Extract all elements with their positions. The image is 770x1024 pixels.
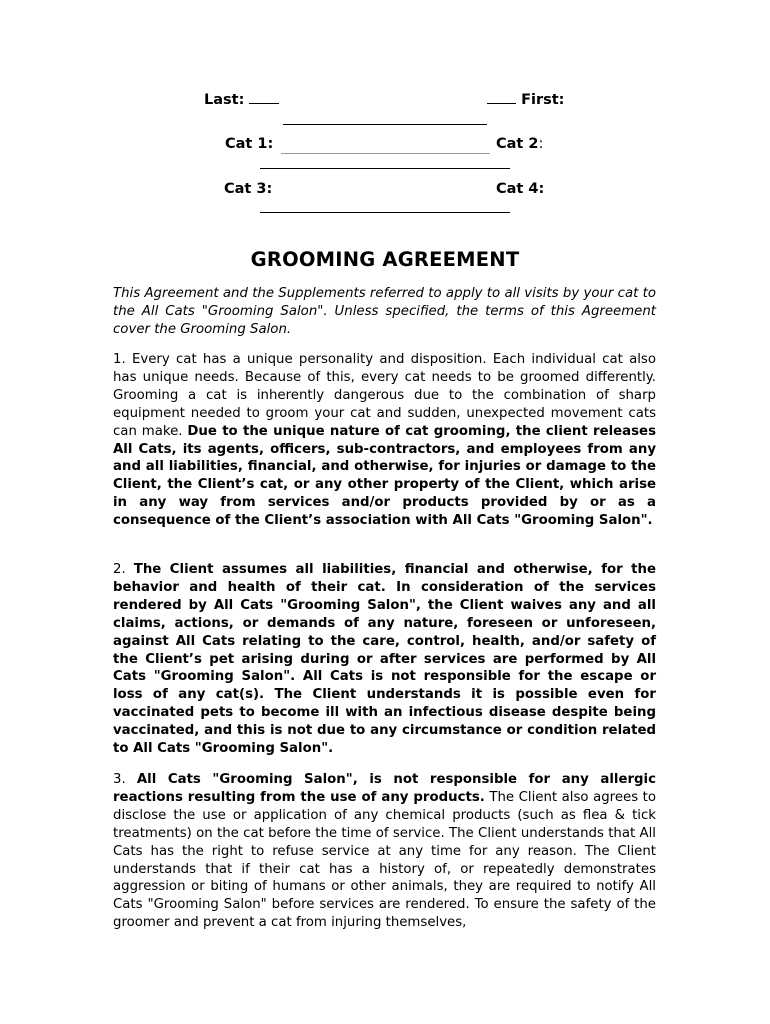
first-name-field [487,92,564,108]
cat1-label: Cat 1: [225,136,274,152]
document-title: GROOMING AGREEMENT [250,248,520,271]
name-underline [283,124,487,125]
cat2-colon: : [538,136,544,152]
last-name-label: Last: [204,92,245,108]
cat1-cat2-underline [260,168,510,169]
intro-paragraph: This Agreement and the Supplements referred to apply to all visits by your cat to the All Cats "Grooming Salon". Unless specified, the terms of this Agreement cover the Grooming Salon. [113,286,656,337]
paragraph-1 [113,351,656,530]
paragraph-2-liability-clause: The Client assumes all liabilities, financial and otherwise, for the behavior and health of their cat. In consideration of the services rendered by All Cats "Grooming Salon", the Client waives any and all claims, actions, or demands of any nature, foreseen or unforeseen, against All Cats relating to the care, control, health, and/or safety of the Client’s pet arising during or after services are performed by All Cats "Grooming Salon". All Cats is not responsible for the escape or loss of any cat(s). The Client understands it is possible even for vaccinated pets to become ill with an infectious disease despite being vaccinated, and this is not due to any circumstance or condition related to All Cats "Grooming Salon". [113,562,656,757]
paragraph-3-number: 3. [113,772,137,787]
last-name-field [204,92,279,108]
cat2-field [496,136,543,152]
paragraph-2 [113,561,656,758]
paragraph-3-text: The Client also agrees to disclose the use or application of any chemical products (such as flea & tick treatments) on the cat before the time of service. The Client understands that All Cats has the right to refuse service at any time for any reason. The Client understands that if their cat has a history of, or repeatedly demonstrates aggression or biting of humans or other animals, they are required to notify All Cats "Grooming Salon" before services are rendered. To ensure the safety of the groomer and prevent a cat from injuring themselves, [113,789,656,931]
first-name-blank [487,92,516,104]
paragraph-2-number: 2. [113,562,134,577]
cat4-label: Cat 4: [496,181,545,197]
cat3-label: Cat 3: [224,181,273,197]
cat3-cat4-underline [260,212,510,213]
paragraph-3-allergy-clause: All Cats "Grooming Salon", is not responsible for any allergic reactions resulting from the use of any products. [113,772,656,805]
paragraph-1-text: 1. Every cat has a unique personality and disposition. Each individual cat also has unique needs. Because of this, every cat needs to be groomed differently. Grooming a cat is inherently dangerous due to the combination of sharp equipment needed to groom your cat and sudden, unexpected movement cats can make. [113,352,656,439]
paragraph-1-release-clause: Due to the unique nature of cat grooming, the client releases All Cats, its agents, officers, sub-contractors, and employees from any and all liabilities, financial, and otherwise, for injuries or damage to the Client, the Client’s cat, or any other property of the Client, which arise in any way from services and/or products provided by or as a consequence of the Client’s association with All Cats "Grooming Salon". [113,423,656,529]
last-name-blank [249,92,279,104]
paragraph-3 [113,771,656,932]
cat1-dotted-line [281,153,490,154]
cat2-label: Cat 2 [496,136,539,152]
first-name-label: First: [521,92,565,108]
